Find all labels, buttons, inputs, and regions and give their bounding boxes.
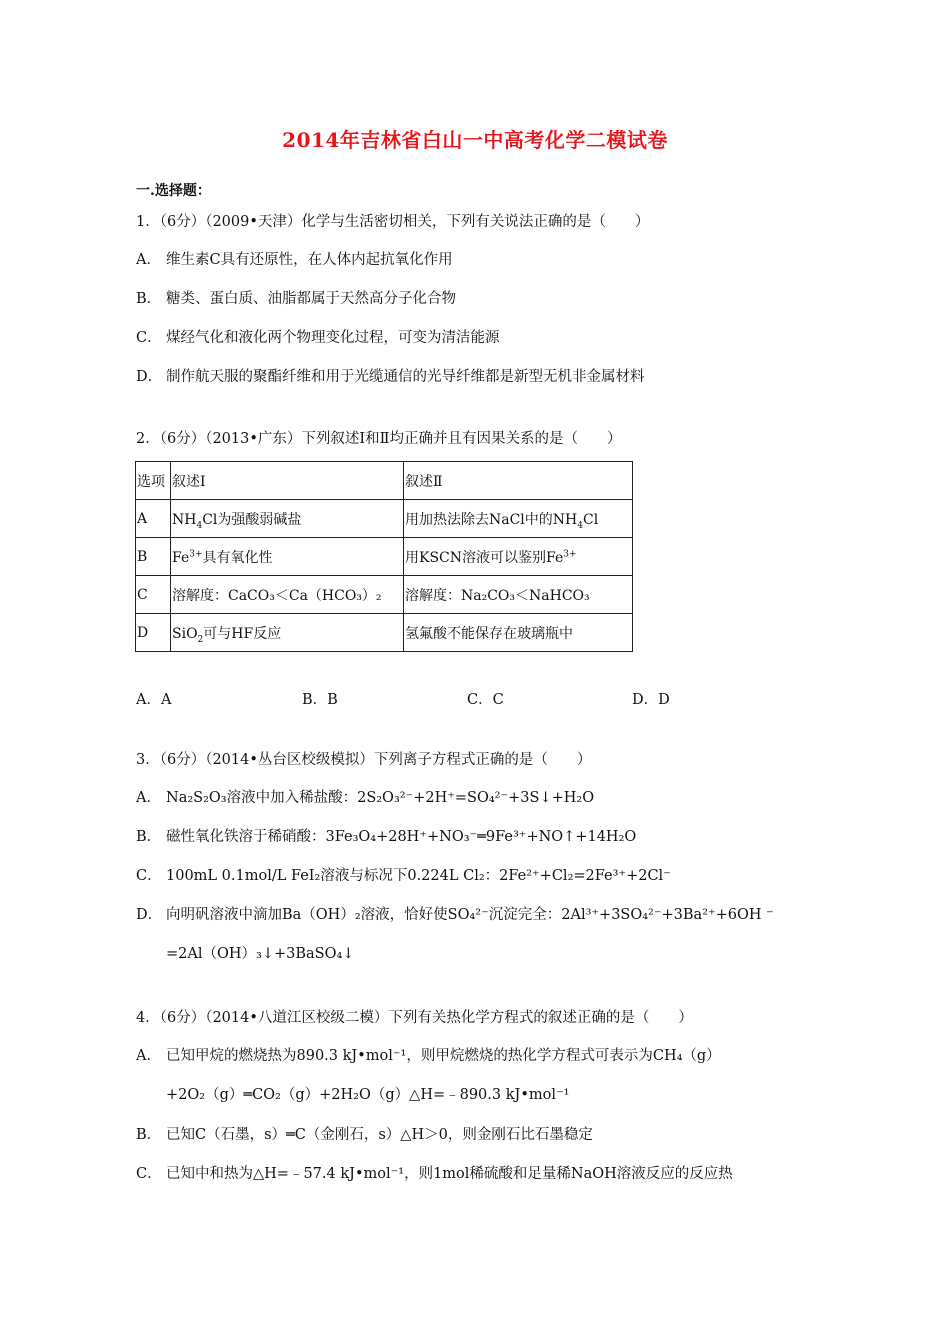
q4-option-c-label: C． <box>136 1166 162 1182</box>
q1-option-c: 煤经气化和液化两个物理变化过程，可变为清洁能源 <box>166 330 500 346</box>
q4-option-a: 已知甲烷的燃烧热为890.3 kJ•mol⁻¹，则甲烷燃烧的热化学方程式可表示为CH₄（g） <box>166 1048 721 1064</box>
q3-stem: 3．（6分）（2014•丛台区校级模拟）下列离子方程式正确的是（ ） <box>136 752 592 768</box>
q4-option-b: 已知C（石墨，s）═C（金刚石，s）△H＞0，则金刚石比石墨稳定 <box>166 1127 593 1143</box>
table-cell-option: B <box>136 538 171 576</box>
q1-option-b: 糖类、蛋白质、油脂都属于天然高分子化合物 <box>166 291 456 307</box>
q3-option-d-label: D． <box>136 907 163 923</box>
table-cell-statement-2: 氢氟酸不能保存在玻璃瓶中 <box>404 614 633 652</box>
q4-option-c: 已知中和热为△H=﹣57.4 kJ•mol⁻¹，则1mol稀硫酸和足量稀NaOH溶液反应的反应热 <box>166 1166 733 1182</box>
section-heading: 一.选择题： <box>136 183 211 199</box>
q1-option-c-label: C． <box>136 330 162 346</box>
q4-stem: 4．（6分）（2014•八道江区校级二模）下列有关热化学方程式的叙述正确的是（ ） <box>136 1010 693 1026</box>
q3-option-d-continued: =2Al（OH）₃↓+3BaSO₄↓ <box>166 946 355 962</box>
table-cell-option: C <box>136 576 171 614</box>
table-header-row <box>136 462 633 500</box>
q1-option-a-label: A． <box>136 252 161 268</box>
table-header-cell: 选项 <box>136 462 171 500</box>
q3-option-a: Na₂S₂O₃溶液中加入稀盐酸：2S₂O₃²⁻+2H⁺=SO₄²⁻+3S↓+H₂O <box>166 790 595 806</box>
table-cell-statement-1: $NH_4Cl$为强酸弱碱盐 <box>171 500 404 538</box>
q3-option-a-label: A． <box>136 790 161 806</box>
q3-option-d: 向明矾溶液中滴加Ba（OH）₂溶液，恰好使SO₄²⁻沉淀完全：2Al³⁺+3SO₄²⁻+3Ba²⁺+6OH ⁻ <box>166 907 774 923</box>
table-row <box>136 500 633 538</box>
table-cell-statement-2: 用加热法除去NaCl中的$NH_4Cl$ <box>404 500 633 538</box>
q4-option-a-label: A． <box>136 1048 161 1064</box>
q2-choice-d: D．D <box>632 692 670 708</box>
q2-table <box>135 461 633 652</box>
q3-option-c-label: C． <box>136 868 162 884</box>
table-row <box>136 576 633 614</box>
q1-option-a: 维生素C具有还原性，在人体内起抗氧化作用 <box>166 252 453 268</box>
q2-choice-c: C．C <box>467 692 504 708</box>
q1-option-b-label: B． <box>136 291 162 307</box>
table-cell-statement-2: 溶解度：Na₂CO₃＜NaHCO₃ <box>404 576 633 614</box>
q4-option-a-continued: +2O₂（g）═CO₂（g）+2H₂O（g）△H=﹣890.3 kJ•mol⁻¹ <box>166 1087 570 1103</box>
table-cell-statement-1: $Fe^{3+}$具有氧化性 <box>171 538 404 576</box>
q3-option-b: 磁性氧化铁溶于稀硝酸：3Fe₃O₄+28H⁺+NO₃⁻═9Fe³⁺+NO↑+14H₂O <box>166 829 637 845</box>
q1-option-d-label: D． <box>136 369 163 385</box>
q2-stem: 2．（6分）（2013•广东）下列叙述Ⅰ和Ⅱ均正确并且有因果关系的是（ ） <box>136 431 622 447</box>
q2-choice-b: B．B <box>302 692 338 708</box>
q3-option-c: 100mL 0.1mol/L FeI₂溶液与标况下0.224L Cl₂：2Fe²⁺+Cl₂=2Fe³⁺+2Cl⁻ <box>166 868 671 884</box>
table-header-cell: 叙述Ⅱ <box>404 462 633 500</box>
table-cell-statement-1: 溶解度：CaCO₃＜Ca（HCO₃）₂ <box>171 576 404 614</box>
table-cell-option: A <box>136 500 171 538</box>
table-cell-option: D <box>136 614 171 652</box>
table-header-cell: 叙述Ⅰ <box>171 462 404 500</box>
page-title: 2014年吉林省白山一中高考化学二模试卷 <box>282 128 668 152</box>
q1-option-d: 制作航天服的聚酯纤维和用于光缆通信的光导纤维都是新型无机非金属材料 <box>166 369 645 385</box>
table-row <box>136 614 633 652</box>
table-cell-statement-1: SiO$_2$可与HF反应 <box>171 614 404 652</box>
q4-option-b-label: B． <box>136 1127 162 1143</box>
q1-stem: 1．（6分）（2009•天津）化学与生活密切相关，下列有关说法正确的是（ ） <box>136 214 650 230</box>
table-row <box>136 538 633 576</box>
table-cell-statement-2: 用KSCN溶液可以鉴别$Fe^{3+}$ <box>404 538 633 576</box>
q2-choice-a: A．A <box>136 692 172 708</box>
q3-option-b-label: B． <box>136 829 162 845</box>
